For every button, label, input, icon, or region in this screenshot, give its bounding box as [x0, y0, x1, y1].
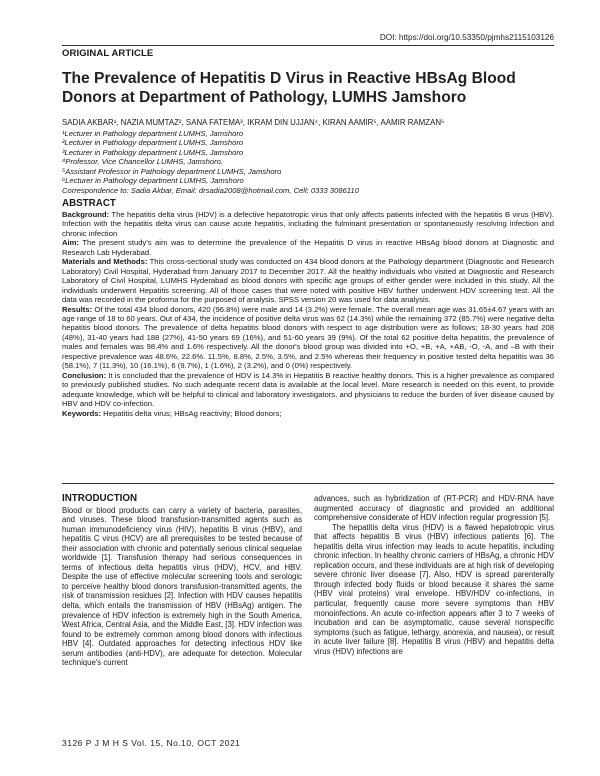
- page-footer: 3126 P J M H S Vol. 15, No.10, OCT 2021: [62, 738, 241, 748]
- conclusion-text: It is concluded that the prevalence of HDV is 14.3% in Hepatitis B reactive healthy donors. This is a higher prevalence as compared to previously published studies. No such adequate recent data is available at the local level. More research is needed on this event, to provide adequate knowledge, which will be helpful to clinical and laboratory investigators, and physicians to reduce the burden of liver disease caused by HBV and HDV co-infection.: [62, 370, 554, 409]
- introduction-paragraph-2: advances, such as hybridization of (RT-PCR) and HDV-RNA have augmented accuracy of diagnostic and provided an additional comprehensive considerate of HDV infection regular progression [5].: [314, 494, 554, 523]
- introduction-paragraph-1: Blood or blood products can carry a variety of bacteria, parasites, and viruses. These blood transfusion-transmitted agents such as human immunodeficiency virus (HIV), hepatitis B virus (HBV), and hepatitis C virus (HCV) are all prerequisites to be tested because of their association with chronic and potentially serious clinical sequelae worldwide [1]. Transfusion therapy had serious consequences in terms of infectious delta hepatitis virus (HDV), HCV, and HBV. Despite the use of effective molecular screening tools and serologic to perceive healthy blood donors transfusion-transmitted agents, the risk of transmission residues [2]. Infection with HDV causes hepatitis delta, which entails the transmission of HBV (HBsAg) antigen. The prevalence of HDV infection is extremely high in the South America, West Africa, Central Asia, and the Middle East, [3]. HDV infection was found to be extremely common among blood donors with infectious HBV [4]. Outdated approaches for detecting infectious HDV like serum antibodies (anti-HDV), are adequate for detection. Molecular technique's current: [62, 505, 302, 668]
- abstract-heading: ABSTRACT: [62, 198, 116, 209]
- author-names: SADIA AKBAR¹, NAZIA MUMTAZ², SANA FATEMA³, IKRAM DIN UJJAN⁴, KIRAN AAMIR⁵, AAMIR RAMZAN⁶: [62, 118, 445, 127]
- keywords-label: Keywords:: [62, 408, 102, 418]
- introduction-paragraph-3: The hepatitis delta virus (HDV) is a flawed hepatotropic virus that affects hepatitis B virus (HBV) infectious patients [6]. The hepatitis delta virus infection may leads to acute hepatitis, including chronic infection. In healthy chronic carriers of HBsAg, a chronic HDV replication occurs, and these individuals are at high risk of developing severe chronic liver disease [7]. Also, HDV is spread parenterally through infected body fluids or blood because it shares the same (HBV viral proteins) viral envelope. HBV/HDV co-infections, in particular, frequently cause more severe symptoms than HBV monoinfections. An acute co-infection appears after 3 to 7 weeks of incubation and can be asymptomatic, cause several nonspecific symptoms (such as fatigue, lethargy, anorexia, and nausea), or result in acute liver failure [8]. Hepatitis B virus (HBV) and hepatitis delta virus (HDV) infections are: [314, 522, 554, 656]
- results-label: Results:: [62, 304, 93, 314]
- affiliation-1: ¹Lecturer in Pathology department LUMHS, Jamshoro: [62, 128, 244, 138]
- author-block: [62, 118, 562, 195]
- abstract-background: [62, 210, 554, 238]
- affiliation-4: ⁴Professor, Vice Chancellor LUMHS, Jamshoro.: [62, 157, 223, 166]
- results-text: Of the total 434 blood donors, 420 (96.8%) were male and 14 (3.2%) were female. The overall mean age was 31.65±4.67 years with an age range of 18 to 60 years. Out of 434, the incidence of positive delta virus was 62 (14.3%) while the remaining 372 (85.7%) were negative delta hepatitis blood donors. The prevalence of delta hepatitis blood donors with respect to age distribution were as follows; 18-30 years had 208 (48%), 31-40 years had 188 (27%), 41-50 years 69 (16%), and 51-60 years 39 (9%). Of the total 62 positive delta hepatitis, the prevalence of males and females was 98.4% and 1.6% respectively. All the donor's blood group was divided into +O, +B, +A, +AB, -O, -A, and –B with their respective prevalence was 48.6%, 22.6%. 11.5%, 8.8%, 2.5%, 3.5%, and 2.5% whereas their frequency in positive tested delta hepatitis was 36 (58.1%), 7 (11.3%), 10 (16.1%), 6 (9.7%), 1 (1.6%), 2 (3.2%), and 0 (0%) respectively.: [62, 304, 554, 371]
- aim-label: Aim:: [62, 238, 79, 248]
- abstract-divider: [62, 483, 554, 484]
- column-left: [62, 494, 302, 668]
- methods-label: Materials and Methods:: [62, 257, 148, 267]
- affiliation-6: ⁶Lecturer in Pathology department LUMHS, Jamshoro: [62, 176, 244, 185]
- background-text: The hepatitis delta virus (HDV) is a defective hepatotropic virus that only affects patients infected with the hepatitis B virus (HBV). Infection with the hepatitis delta virus can cause acute hepatitis, including the fulminant presentation or spontaneously resolving infection and chronic infection: [62, 210, 554, 238]
- abstract-results: [62, 305, 554, 371]
- abstract-methods: [62, 257, 554, 304]
- affiliation-5: ⁵Assistant Professor in Pathology department LUMHS, Jamshoro: [62, 166, 282, 176]
- abstract-conclusion: [62, 371, 554, 409]
- article-title: The Prevalence of Hepatitis D Virus in Reactive HBsAg Blood Donors at Department of Pathology, LUMHS Jamshoro: [62, 70, 516, 106]
- methods-text: This cross-sectional study was conducted on 434 blood donors at the Pathology department (Diagnostic and Research Laboratory) Civil Hospital, Hyderabad from January 2017 to December 2017. All the healthy individuals who visited at Diagnostic and Research Laboratory of Civil Hospital, LUMHS Hyderabad as blood donors with specific age groups of either gender were included in this study. All the individuals underwent Hepatitis screening. All of those cases that were noted with positive HBV further underwent HDV screening test. All the data was recorded in the proforma for the purposed of analysis. SPSS version 20 was used for data analysis.: [62, 257, 554, 305]
- doi-link[interactable]: DOI: https://doi.org/10.53350/pjmhs2115103126: [379, 33, 554, 42]
- affiliation-2: ²Lecturer in Pathology department LUMHS, Jamshoro: [62, 138, 244, 147]
- abstract-keywords: [62, 409, 554, 418]
- keywords-text: Hepatitis delta virus; HBsAg reactivity; Blood donors;: [101, 408, 282, 418]
- abstract-body: [62, 210, 554, 418]
- conclusion-label: Conclusion:: [62, 370, 107, 380]
- article-type: ORIGINAL ARTICLE: [62, 48, 154, 59]
- aim-text: The present study's aim was to determine the prevalence of the Hepatitis D virus in reactive HBsAg blood donors at Diagnostic and Research Lab Hyderabad.: [62, 238, 554, 257]
- header-divider: [62, 45, 554, 46]
- introduction-heading: INTRODUCTION: [62, 493, 138, 504]
- column-right: [314, 494, 554, 656]
- background-label: Background:: [62, 210, 110, 219]
- affiliation-3: ³Lecturer in Pathology department LUMHS, Jamshoro: [62, 147, 244, 157]
- correspondence: Correspondence to: Sadia Akbar, Email: drsadia2008@hotmail.com, Cell: 0333 3086110: [62, 185, 359, 195]
- abstract-aim: [62, 238, 554, 257]
